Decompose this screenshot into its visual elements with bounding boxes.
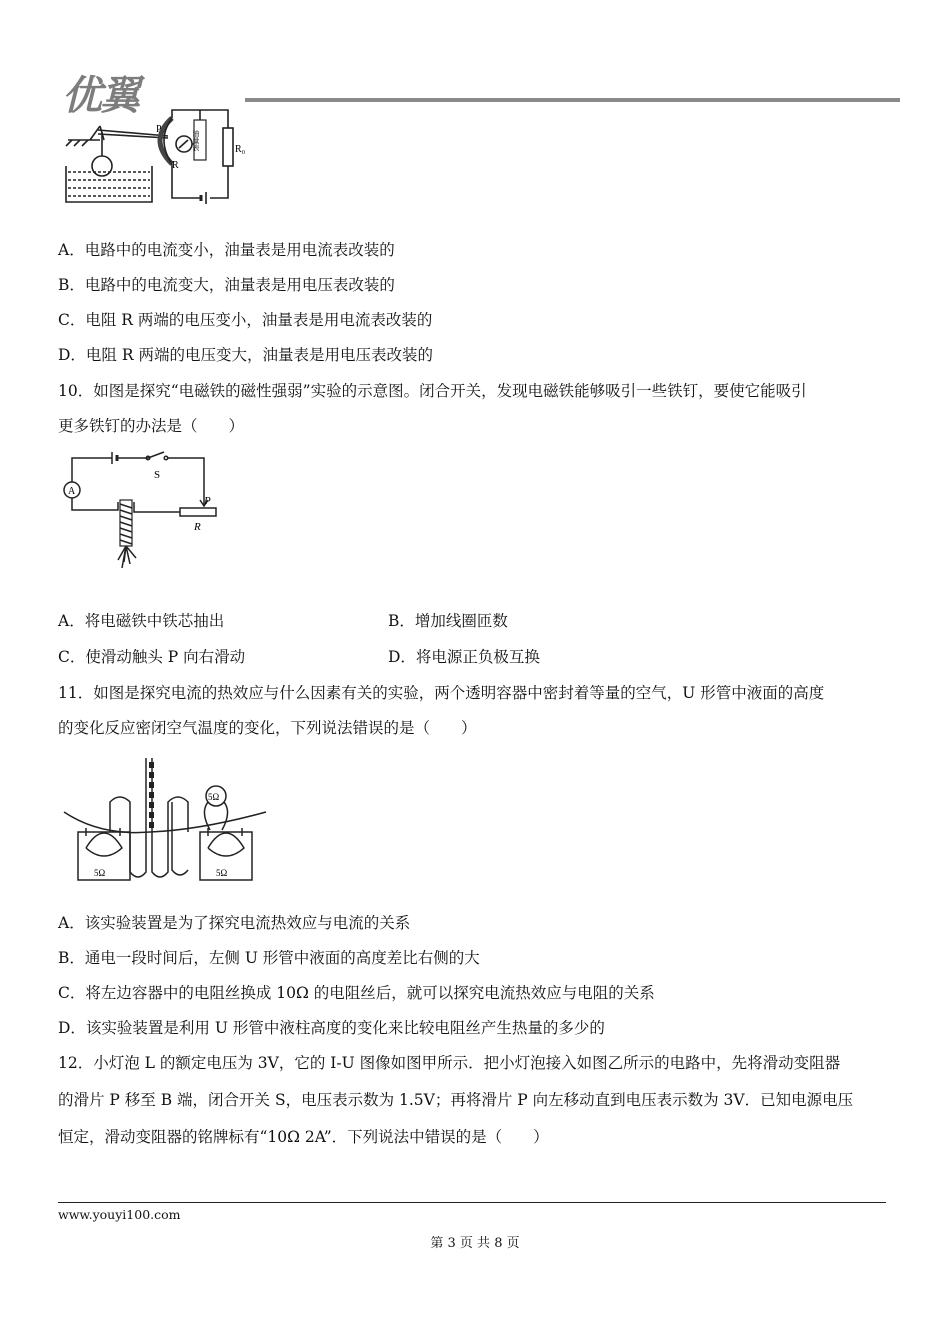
q11-option-c: C．将左边容器中的电阻丝换成 10Ω 的电阻丝后，就可以探究电流热效应与电阻的关系 — [58, 984, 655, 1002]
page-number: 第 3 页 共 8 页 — [430, 1236, 520, 1251]
q12-stem-line-3: 恒定，滑动变阻器的铭牌标有“10Ω 2A”．下列说法中错误的是（ ） — [58, 1128, 549, 1146]
label-ammeter: A — [68, 486, 76, 497]
q11-option-a: A．该实验装置是为了探究电流热效应与电流的关系 — [58, 914, 411, 932]
q10-option-b: B．增加线圈匝数 — [388, 612, 508, 630]
label-fuel-meter: 油量表 — [192, 130, 200, 151]
q11-stem-line-1: 11．如图是探究电流的热效应与什么因素有关的实验，两个透明容器中密封着等量的空气，U 形管中液面的高度 — [58, 684, 825, 702]
q11-stem-line-2: 的变化反应密闭空气温度的变化，下列说法错误的是（ ） — [58, 719, 477, 737]
header-rule — [245, 98, 900, 102]
q10-stem-line-2: 更多铁钉的办法是（ ） — [58, 417, 245, 435]
q9-option-a: A．电路中的电流变小，油量表是用电流表改装的 — [58, 241, 395, 259]
q9-option-c: C．电阻 R 两端的电压变小，油量表是用电流表改装的 — [58, 311, 433, 329]
brand-logo: 优翼 — [62, 73, 138, 119]
label-rheostat-r: R — [194, 521, 201, 533]
heat-effect-apparatus-figure — [60, 752, 270, 886]
label-r0: R₀ — [235, 144, 246, 155]
q10-option-a: A．将电磁铁中铁芯抽出 — [58, 612, 225, 630]
footer-rule — [58, 1202, 886, 1203]
footer-url[interactable]: www.youyi100.com — [58, 1207, 181, 1222]
q12-stem-line-1: 12．小灯泡 L 的额定电压为 3V，它的 I-U 图像如图甲所示．把小灯泡接入如图乙所示的电路中，先将滑动变阻器 — [58, 1054, 841, 1072]
q9-option-d: D．电阻 R 两端的电压变大，油量表是用电压表改装的 — [58, 346, 433, 364]
label-right-resistor: 5Ω — [216, 868, 228, 878]
q10-stem-line-1: 10．如图是探究“电磁铁的磁性强弱”实验的示意图。闭合开关，发现电磁铁能够吸引一些铁钉，要使它能吸引 — [58, 382, 807, 400]
label-slider-p: P — [204, 495, 211, 507]
label-p: P — [156, 124, 162, 135]
label-switch: S — [154, 469, 161, 481]
q12-stem-line-2: 的滑片 P 移至 B 端，闭合开关 S，电压表示数为 1.5V；再将滑片 P 向左移动直到电压表示数为 3V．已知电源电压 — [58, 1091, 854, 1109]
q11-option-d: D．该实验装置是利用 U 形管中液柱高度的变化来比较电阻丝产生热量的多少的 — [58, 1019, 605, 1037]
q11-option-b: B．通电一段时间后，左侧 U 形管中液面的高度差比右侧的大 — [58, 949, 480, 967]
electromagnet-circuit-figure — [58, 448, 228, 576]
label-outer-resistor: 5Ω — [208, 792, 220, 802]
q10-option-d: D．将电源正负极互换 — [388, 648, 540, 666]
q10-option-c: C．使滑动触头 P 向右滑动 — [58, 648, 246, 666]
fuel-gauge-circuit-figure — [60, 106, 250, 214]
q9-option-b: B．电路中的电流变大，油量表是用电压表改装的 — [58, 276, 395, 294]
label-r: R — [172, 160, 179, 171]
label-left-resistor: 5Ω — [94, 868, 106, 878]
